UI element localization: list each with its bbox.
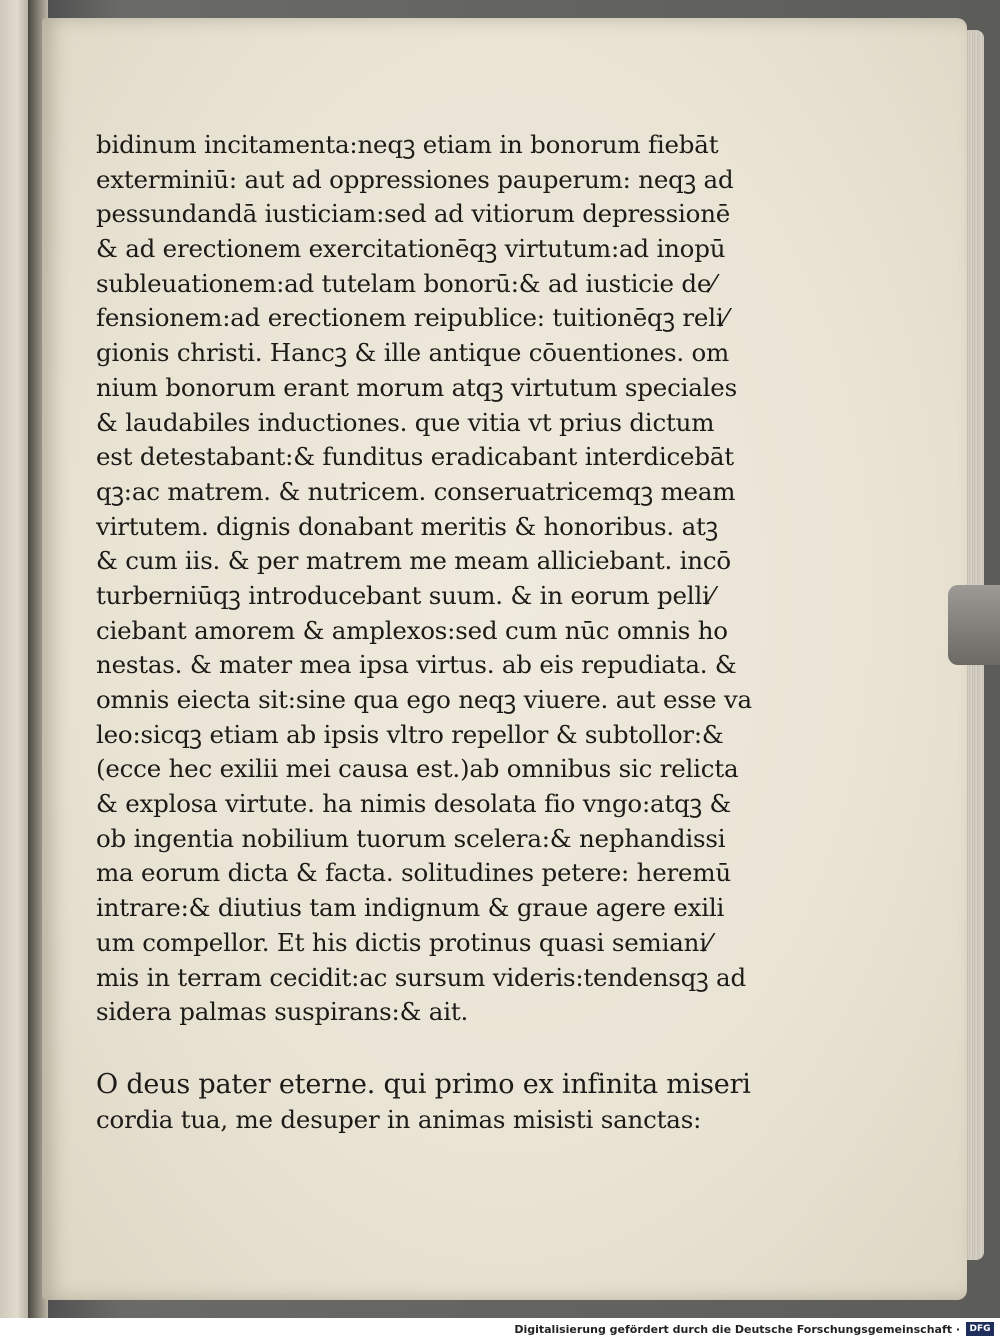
text-line: mis in terram cecidit:ac sursum videris:tendensqꝫ ad — [96, 962, 746, 992]
text-line: cordia tua, me desuper in animas misisti sanctas: — [96, 1104, 702, 1134]
text-line: fensionem:ad erectionem reipublice: tuitionēqꝫ reli⁄ — [96, 303, 728, 333]
text-line: nestas. & mater mea ipsa virtus. ab eis repudiata. & — [96, 650, 737, 680]
text-line: & cum iis. & per matrem me meam alliciebant. incō — [96, 546, 731, 576]
text-line: sidera palmas suspirans:& ait. — [96, 997, 469, 1027]
paragraph-gap — [96, 1030, 796, 1068]
text-line: ma eorum dicta & facta. solitudines petere: heremū — [96, 858, 731, 888]
facing-page-edge — [0, 0, 28, 1318]
text-line: ciebant amorem & amplexos:sed cum nūc omnis ho — [96, 615, 728, 645]
text-line: & ad erectionem exercitationēqꝫ virtutum:ad inopū — [96, 234, 726, 264]
text-line: intrare:& diutius tam indignum & graue agere exili — [96, 893, 725, 923]
text-line: bidinum incitamenta:neqꝫ etiam in bonorum fiebāt — [96, 130, 719, 159]
text-line: exterminiū: aut ad oppressiones pauperum: neqꝫ ad — [96, 164, 734, 194]
text-line: & explosa virtute. ha nimis desolata fio vngo:atqꝫ & — [96, 789, 732, 819]
text-line: pessundandā iusticiam:sed ad vitiorum depressionē — [96, 199, 731, 229]
dfg-logo-icon: DFG — [966, 1322, 994, 1336]
text-line: ob ingentia nobilium tuorum scelera:& nephandissi — [96, 823, 726, 853]
text-line: O deus pater eterne. qui primo ex infinita miseri — [96, 1068, 751, 1100]
text-line: nium bonorum erant morum atqꝫ virtutum speciales — [96, 372, 737, 402]
text-line: (ecce hec exilii mei causa est.)ab omnibus sic relicta — [96, 754, 739, 784]
text-line: qꝫ:ac matrem. & nutricem. conseruatricemqꝫ meam — [96, 476, 736, 506]
page-clip — [948, 585, 1000, 665]
text-line: gionis christi. Hancꝫ & ille antique cōuentiones. om — [96, 338, 730, 368]
text-line: um compellor. Et his dictis protinus quasi semiani⁄ — [96, 927, 711, 957]
text-line: est detestabant:& funditus eradicabant interdicebāt — [96, 442, 734, 472]
text-line: & laudabiles inductiones. que vitia vt prius dictum — [96, 407, 715, 437]
footer-bar — [0, 1318, 1000, 1340]
text-line: leo:sicqꝫ etiam ab ipsis vltro repellor & subtollor:& — [96, 719, 724, 749]
text-line: virtutem. dignis donabant meritis & honoribus. atꝫ — [96, 511, 718, 541]
page-text — [96, 128, 796, 1137]
text-line: omnis eiecta sit:sine qua ego neqꝫ viuere. aut esse va — [96, 685, 752, 714]
text-line: turberniūqꝫ introducebant suum. & in eorum pelli⁄ — [96, 580, 714, 610]
funding-credit: Digitalisierung gefördert durch die Deutsche Forschungsgemeinschaft · — [514, 1322, 960, 1336]
text-line: subleuationem:ad tutelam bonorū:& ad iusticie de⁄ — [96, 268, 716, 298]
